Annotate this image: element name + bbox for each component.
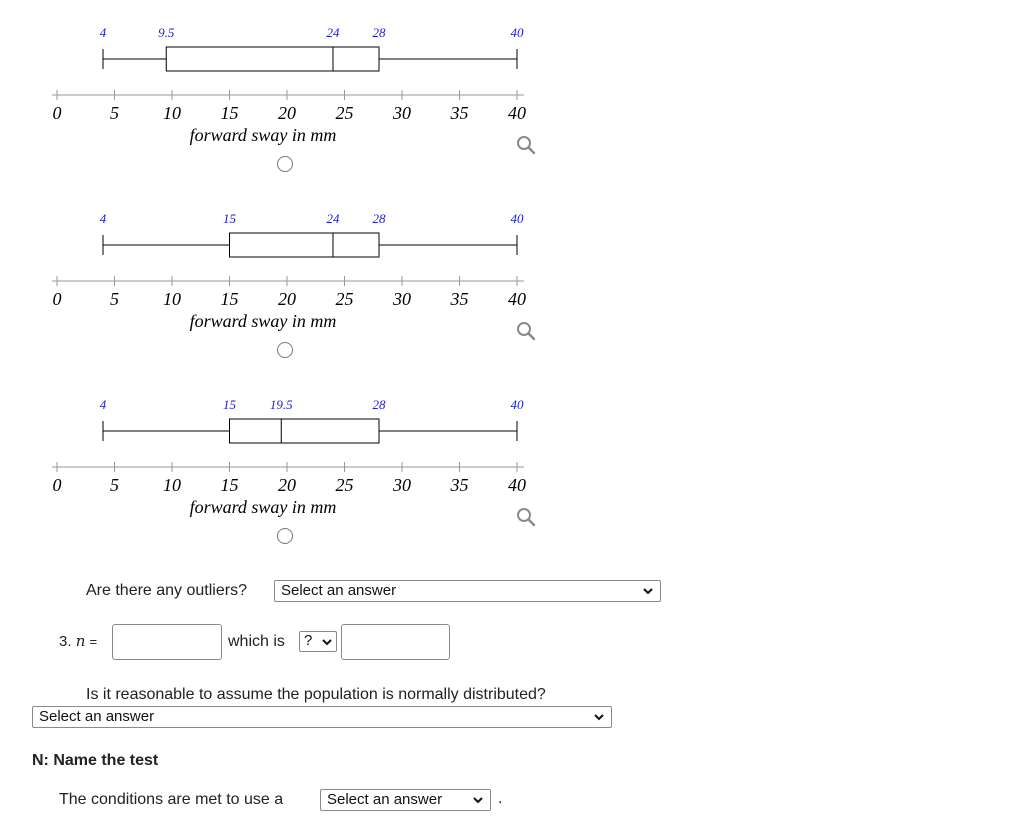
x-tick-label: 40 [508,289,526,309]
x-tick-label: 5 [110,475,119,495]
iqr-box [230,233,380,257]
x-axis-label: forward sway in mm [189,125,337,145]
x-tick-label: 25 [335,103,354,123]
zoom-icon[interactable] [516,135,536,155]
zoom-icon[interactable] [516,507,536,527]
x-tick-label: 0 [52,475,62,495]
test-select-value: Select an answer [327,791,443,808]
normality-question: Is it reasonable to assume the population is normally distributed? [86,686,546,703]
x-tick-label: 20 [278,289,296,309]
outliers-select[interactable] [274,580,661,602]
outliers-select-value: Select an answer [281,582,397,599]
summary-label: 9.5 [158,25,175,40]
summary-label: 15 [223,397,236,412]
radio-option-b[interactable] [277,342,293,358]
summary-label: 4 [99,25,107,40]
x-tick-label: 35 [450,289,469,309]
x-tick-label: 40 [508,475,526,495]
boxplot-b-svg [0,186,1024,336]
x-tick-label: 20 [278,103,296,123]
x-tick-label: 25 [335,475,354,495]
summary-label: 28 [372,211,386,226]
step3-label [59,632,97,650]
summary-label: 40 [510,397,524,412]
outliers-question: Are there any outliers? [86,582,247,599]
summary-label: 24 [326,211,340,226]
sentence-period: . [498,790,503,807]
chevron-down-icon [593,711,605,723]
chevron-down-icon [472,794,484,806]
x-tick-label: 15 [220,289,239,309]
x-tick-label: 10 [163,475,181,495]
summary-label: 24 [326,25,340,40]
x-tick-label: 20 [278,475,296,495]
boxplot-option-c [0,372,1024,522]
radio-option-a[interactable] [277,156,293,172]
zoom-icon[interactable] [516,321,536,341]
chevron-down-icon [321,636,333,648]
summary-label: 4 [99,397,107,412]
n-variable: n [75,632,86,650]
radio-option-c[interactable] [277,528,293,544]
test-select[interactable] [320,789,491,811]
name-test-heading: N: Name the test [32,752,159,769]
x-tick-label: 10 [163,103,181,123]
x-tick-label: 40 [508,103,526,123]
which-is-label: which is [228,633,285,650]
summary-label: 40 [510,25,524,40]
x-tick-label: 15 [220,103,239,123]
chevron-down-icon [642,585,654,597]
iqr-box [166,47,379,71]
iqr-box [230,419,380,443]
x-tick-label: 0 [52,103,62,123]
x-axis-label: forward sway in mm [189,497,337,517]
comparison-select-value: ? [304,632,313,649]
conditions-text: The conditions are met to use a [59,791,284,808]
x-tick-label: 10 [163,289,181,309]
x-tick-label: 30 [393,475,411,495]
summary-label: 28 [372,397,386,412]
summary-label: 4 [99,211,107,226]
x-tick-label: 30 [393,289,411,309]
x-tick-label: 0 [52,289,62,309]
comparison-select[interactable] [299,631,337,652]
summary-label: 28 [372,25,386,40]
summary-label: 19.5 [269,397,293,412]
comparison-value-input[interactable] [341,624,450,660]
x-tick-label: 15 [220,475,239,495]
summary-label: 40 [510,211,524,226]
x-axis-label: forward sway in mm [189,311,337,331]
equals-sign: = [89,634,98,649]
normality-select-value: Select an answer [39,708,155,725]
x-tick-label: 30 [393,103,411,123]
n-input[interactable] [112,624,222,660]
x-tick-label: 5 [110,103,119,123]
boxplot-option-b [0,186,1024,336]
boxplot-option-a [0,0,1024,150]
x-tick-label: 35 [450,475,469,495]
normality-select[interactable] [32,706,612,728]
boxplot-c-svg [0,372,1024,522]
boxplot-a-svg [0,0,1024,150]
step3-number: 3. [59,633,72,650]
summary-label: 15 [223,211,236,226]
x-tick-label: 35 [450,103,469,123]
x-tick-label: 25 [335,289,354,309]
x-tick-label: 5 [110,289,119,309]
